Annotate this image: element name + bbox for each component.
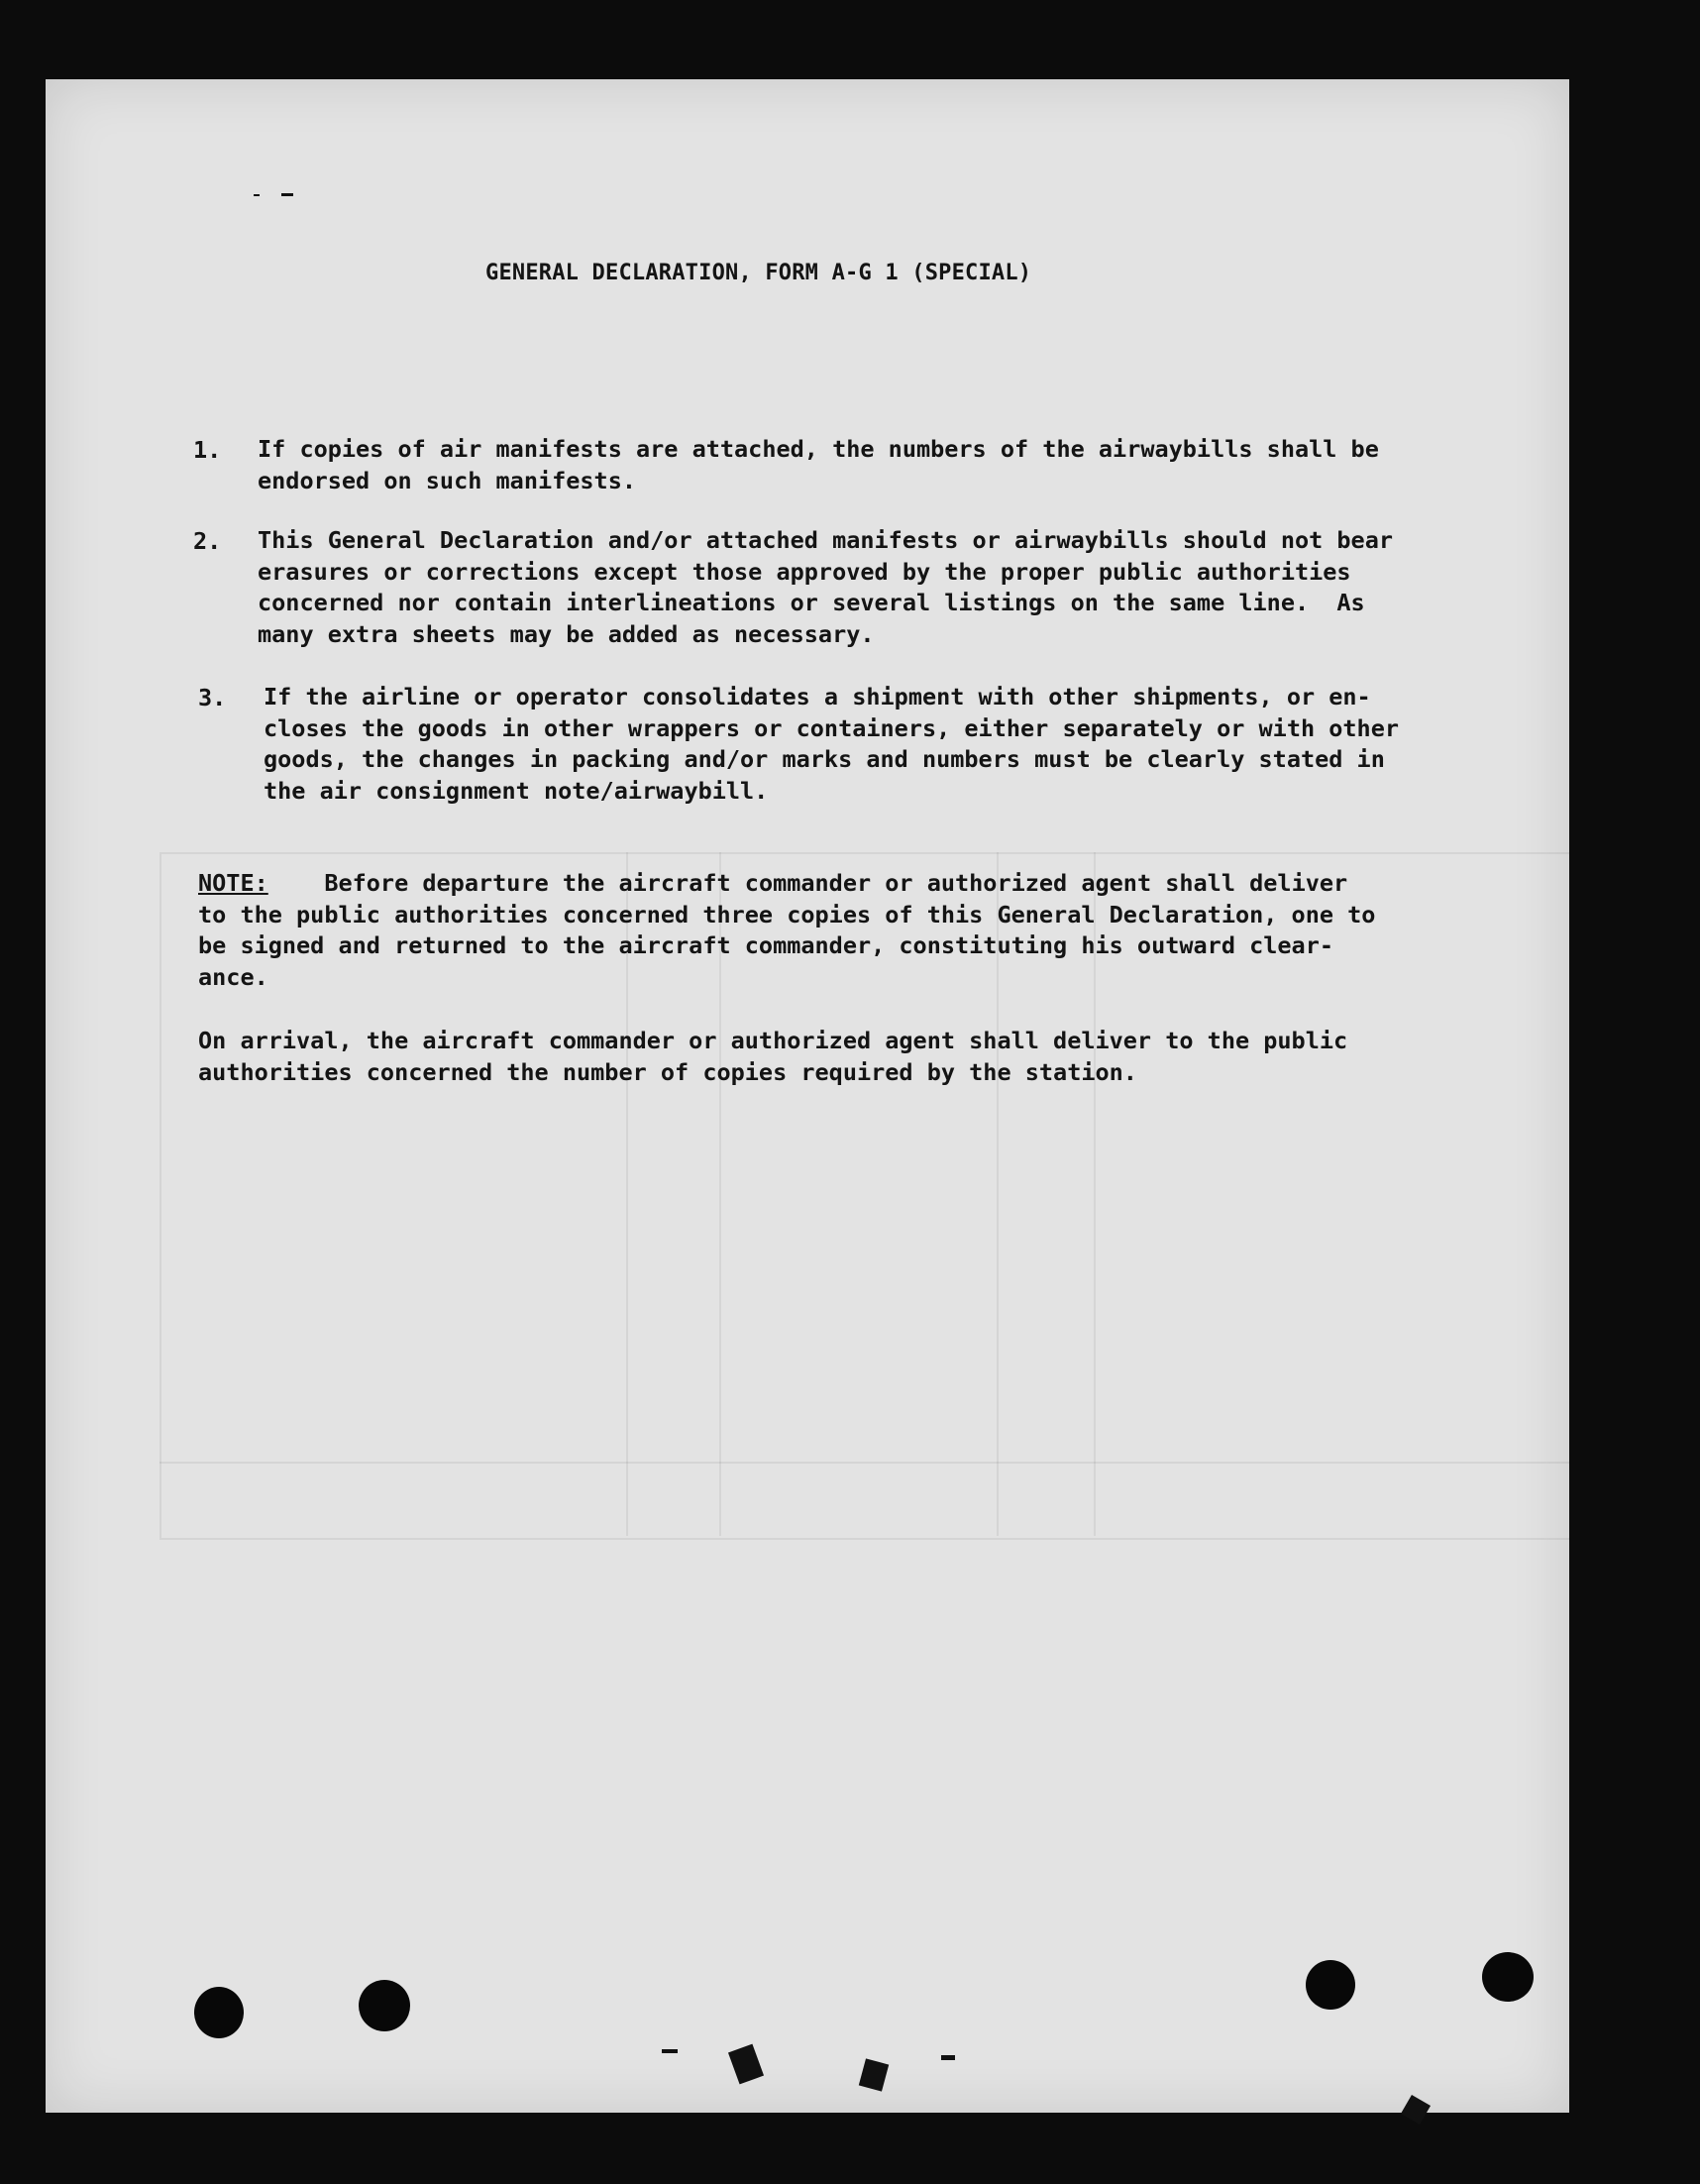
text-line: endorsed on such manifests. — [258, 466, 637, 494]
item-3-text — [264, 682, 1399, 807]
item-number: 3. — [198, 684, 227, 711]
document-title: GENERAL DECLARATION, FORM A-G 1 (SPECIAL) — [485, 261, 1032, 285]
text-line: concerned nor contain interlineations or several listings on the same line. As — [258, 589, 1365, 616]
text-line: the air consignment note/airwaybill. — [264, 776, 769, 805]
punch-hole — [359, 1980, 410, 2031]
text-line: many extra sheets may be added as necessary. — [258, 619, 875, 648]
text-line: goods, the changes in packing and/or marks and numbers must be clearly stated in — [264, 745, 1385, 773]
document-page — [46, 79, 1569, 2113]
text-line: This General Declaration and/or attached manifests or airwaybills should not bear — [258, 526, 1394, 554]
punch-hole — [194, 1987, 244, 2038]
item-number: 2. — [193, 527, 222, 555]
edge-tear — [662, 2049, 678, 2053]
note-gap — [268, 869, 325, 897]
text-line: ance. — [198, 962, 268, 991]
text-line: be signed and returned to the aircraft commander, constituting his outward clear- — [198, 931, 1334, 959]
text-line: erasures or corrections except those approved by the proper public authorities — [258, 557, 1351, 586]
text-line: If the airline or operator consolidates a shipment with other shipments, or en- — [264, 683, 1371, 710]
text-line: Before departure the aircraft commander or authorized agent shall deliver — [324, 869, 1348, 897]
edge-tear — [941, 2055, 955, 2060]
text-line: closes the goods in other wrappers or containers, either separately or with other — [264, 713, 1400, 742]
text-line: If copies of air manifests are attached, the numbers of the airwaybills shall be — [258, 435, 1379, 463]
text-line: to the public authorities concerned three copies of this General Declaration, one to — [198, 900, 1376, 928]
punch-hole — [1482, 1952, 1534, 2002]
text-line: authorities concerned the number of copies required by the station. — [198, 1057, 1137, 1086]
punch-hole — [1306, 1960, 1355, 2010]
text-line: On arrival, the aircraft commander or authorized agent shall deliver to the public — [198, 1027, 1348, 1054]
ink-speck — [254, 194, 260, 196]
ink-speck — [281, 193, 293, 196]
note-first-line — [198, 868, 1375, 900]
item-1-text — [258, 434, 1379, 496]
note-label: NOTE: — [198, 869, 268, 897]
item-number: 1. — [193, 436, 222, 464]
note-paragraph — [198, 868, 1375, 993]
arrival-paragraph — [198, 1026, 1347, 1088]
item-2-text — [258, 525, 1393, 650]
bleed-through-rule — [159, 1462, 1569, 1464]
